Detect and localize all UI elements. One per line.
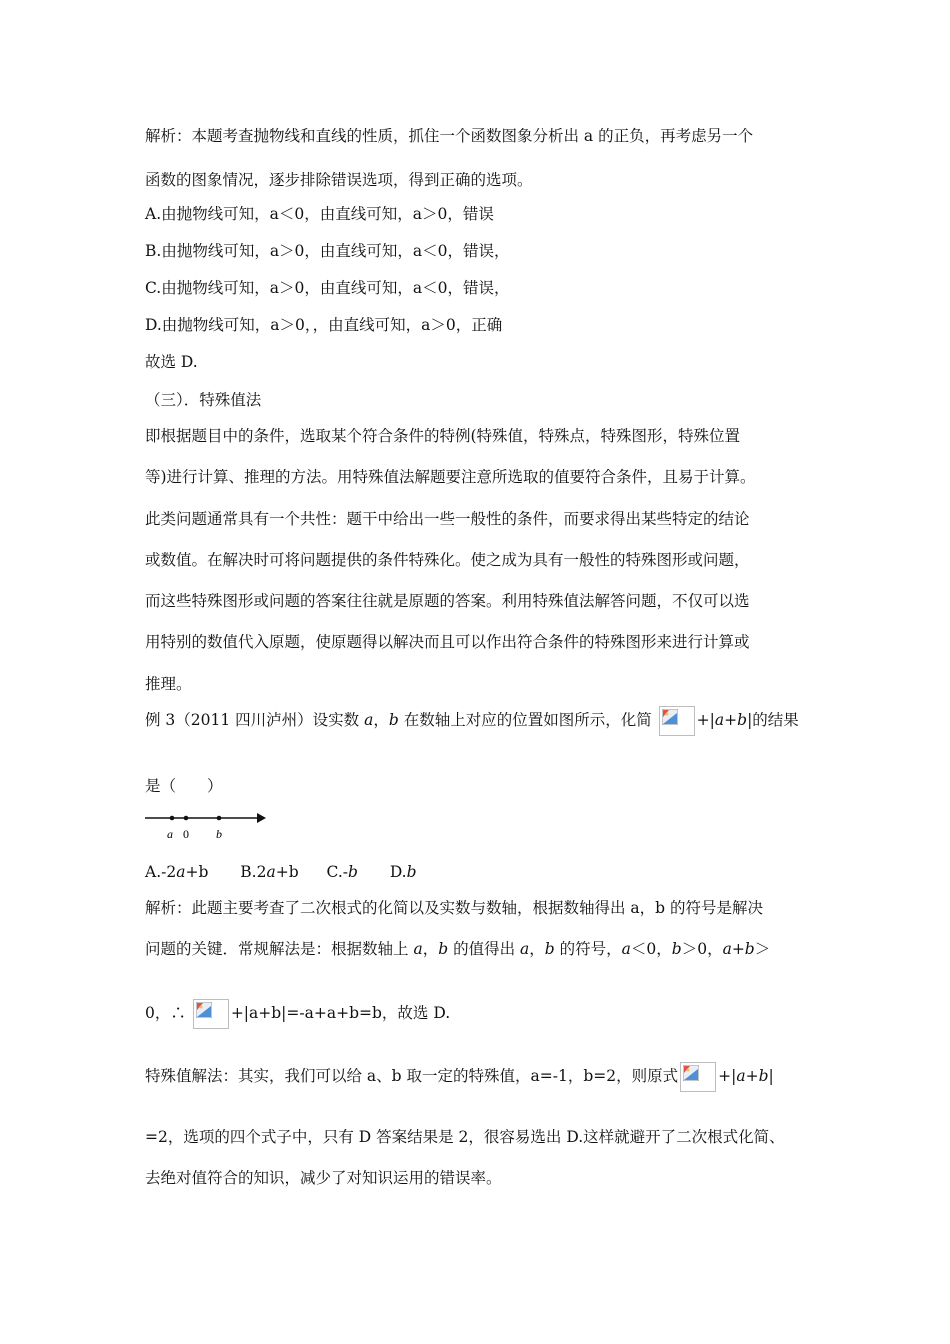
option-c-text: C.- [326,863,348,881]
text-line: 函数的图象情况，逐步排除错误选项，得到正确的选项。 [145,171,533,189]
var-a: a [736,1067,746,1085]
option-d [390,863,417,881]
example-3-line [145,706,799,736]
point-zero [184,816,189,821]
text-span: |的结果 [747,711,799,729]
text-line: 解析：此题主要考查了二次根式的化简以及实数与数轴，根据数轴得出 a，b 的符号是解决 [145,899,764,917]
text-line: =2，选项的四个式子中，只有 D 答案结果是 2，很容易选出 D.这样就避开了二次根式化简、 [145,1128,785,1146]
option-b-text: +b [275,863,299,881]
text-span: 0，∴ [145,1004,186,1022]
text-span: ， [529,940,545,958]
text-line: 推理。 [145,675,192,693]
text-span: 的符号， [554,940,622,958]
text-span: 特殊值解法：其实，我们可以给 a、b 取一定的特殊值，a=-1，b=2，则原式 [145,1067,679,1085]
text-line [145,1062,774,1092]
number-line-diagram [145,806,270,846]
text-line: 或数值。在解决时可将问题提供的条件特殊化。使之成为具有一般性的特殊图形或问题， [145,551,750,569]
var-b: b [671,940,682,958]
option-line: B.由抛物线可知，a＞0，由直线可知，a＜0，错误， [145,242,510,260]
var-b: b [758,1067,769,1085]
text-span: +| [696,711,715,729]
text-line: 等)进行计算、推理的方法。用特殊值法解题要注意所选取的值要符合条件，且易于计算。 [145,468,756,486]
text-line: 而这些特殊图形或问题的答案往往就是原题的答案。利用特殊值法解答问题，不仅可以选 [145,592,750,610]
var-a: a [621,940,631,958]
text-line: 此类问题通常具有一个共性：题干中给出一些一般性的条件，而要求得出某些特定的结论 [145,510,750,528]
option-b-text: B.2 [240,863,267,881]
var-a-plus-b: a+b [722,940,755,958]
number-line-arrow [257,813,266,823]
text-line: 是（ ） [145,777,223,795]
point-a [170,816,175,821]
text-line: 即根据题目中的条件，选取某个符合条件的特例(特殊值，特殊点，特殊图形，特殊位置 [145,427,741,445]
text-span: | [768,1067,774,1085]
text-span: 的值得出 [448,940,520,958]
option-a-text: +b [185,863,209,881]
text-line [145,938,770,960]
text-span: ， [422,940,439,958]
section-heading: （三）．特殊值法 [145,391,262,409]
text-span: ＜0， [630,940,672,958]
var-b: b [737,711,748,729]
option-d-var: b [406,863,417,881]
option-a [145,863,208,881]
label-zero: 0 [183,827,189,841]
text-span: + [745,1067,759,1085]
option-line: A.由抛物线可知，a＜0，由直线可知，a＞0，错误 [145,205,494,223]
text-line: 用特别的数值代入原题，使原题得以解决而且可以作出符合条件的特殊图形来进行计算或 [145,633,750,651]
formula-image-icon [659,706,695,736]
var-b: b [544,940,555,958]
option-a-text: A.-2 [145,863,177,881]
label-b: b [216,827,222,841]
label-a: a [167,827,173,841]
text-span: 在数轴上对应的位置如图所示，化简 [398,711,652,729]
point-b [217,816,222,821]
text-span: +| [718,1067,737,1085]
option-d-text: D. [389,863,407,881]
option-b [240,863,298,881]
option-line: D.由抛物线可知，a＞0，，由直线可知，a＞0，正确 [145,316,503,334]
text-span: 例 3（2011 四川泸州）设实数 [145,711,365,729]
var-a: a [364,711,374,729]
text-span: 问题的关键．常规解法是：根据数轴上 [145,940,414,958]
option-line: C.由抛物线可知，a＞0，由直线可知，a＜0，错误， [145,279,510,297]
text-span: ＞ [754,940,771,958]
formula-image-icon [193,999,229,1029]
option-a-var: a [176,863,186,881]
text-span: ＞0， [681,940,723,958]
option-c-var: b [348,863,358,881]
var-b: b [388,711,399,729]
text-line [145,999,450,1029]
text-span: +|a+b|=-a+a+b=b，故选 D. [230,1004,451,1022]
text-line: 解析：本题考查抛物线和直线的性质，抓住一个函数图象分析出 a 的正负，再考虑另一个 [145,127,754,145]
text-line: 故选 D. [145,353,198,371]
option-b-var: a [266,863,276,881]
text-span: + [724,711,738,729]
formula-image-icon [680,1062,716,1092]
text-span: ， [373,711,389,729]
var-a: a [413,940,423,958]
var-a: a [520,940,530,958]
text-line: 去绝对值符合的知识，减少了对知识运用的错误率。 [145,1169,502,1187]
var-b: b [438,940,449,958]
answer-options [145,861,417,883]
option-c [327,863,358,881]
var-a: a [714,711,725,729]
